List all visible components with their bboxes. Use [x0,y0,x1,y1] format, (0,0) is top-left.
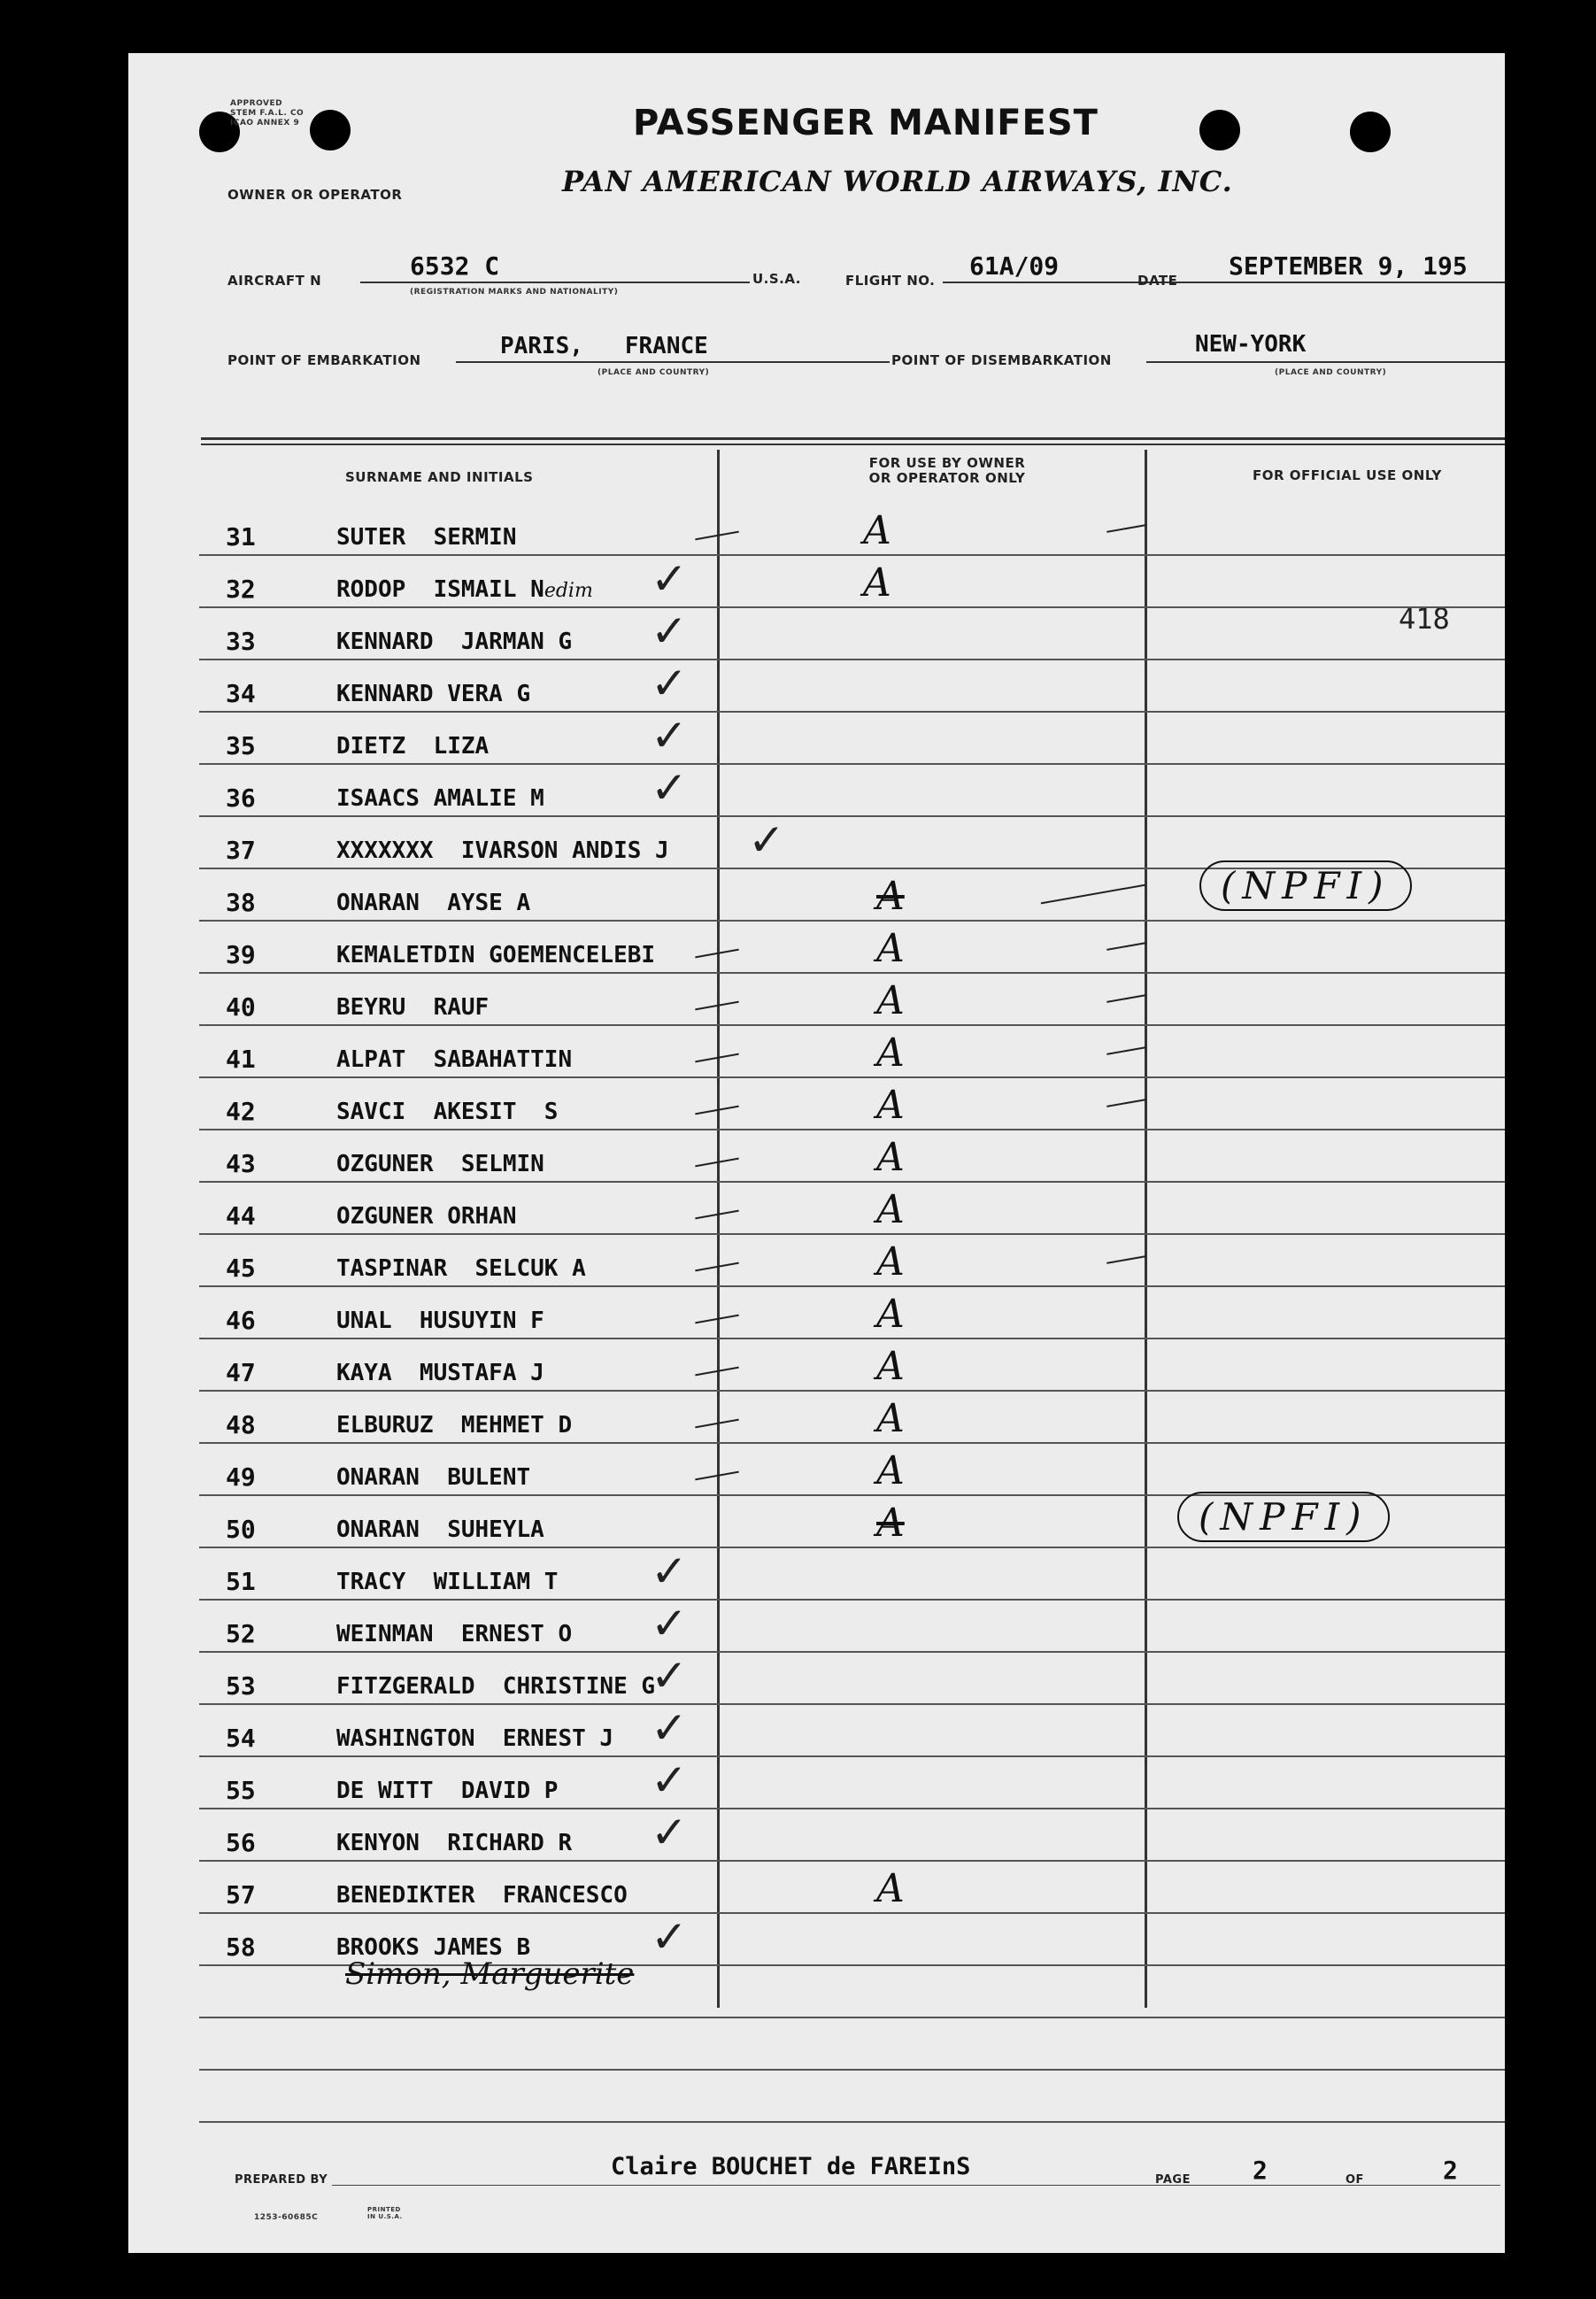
check-mark-icon: ✓ [651,1755,688,1806]
passenger-name: KAYA MUSTAFA J [336,1360,544,1386]
stamp-line-2: STEM F.A.L. CO [230,109,305,118]
passenger-name: BENEDIKTER FRANCESCO [336,1882,628,1909]
struck-signature: Simon, Marguerite [345,1956,635,1992]
approval-stamp [230,99,304,128]
row-rule [199,1233,1505,1235]
passenger-name: XXXXXXX IVARSON ANDIS J [336,837,669,864]
row-number: 53 [226,1671,256,1701]
page-total: 2 [1443,2156,1458,2185]
row-number: 49 [226,1462,256,1492]
passenger-name: BEYRU RAUF [336,994,490,1021]
prepared-label: PREPARED BY [235,2173,328,2187]
check-mark-icon: ✓ [651,1598,688,1649]
page-number: 2 [1253,2156,1268,2185]
row-rule [199,711,1505,713]
tick-dash [1106,1099,1146,1107]
punch-hole-mid [310,110,351,150]
passenger-name: KENNARD JARMAN G [336,629,573,655]
row-rule [199,1599,1505,1601]
row-rule [199,1285,1505,1287]
passenger-name: ONARAN AYSE A [336,890,531,916]
npfi-annotation-row-50: (NPFI) [1177,1492,1390,1542]
tick-dash [1106,942,1146,951]
disembark-value: NEW-YORK [1195,331,1307,358]
manifest-sheet [128,53,1505,2253]
col-owner-use-2: OR OPERATOR ONLY [868,470,1026,486]
row-rule [199,659,1505,660]
embark-value: PARIS, FRANCE [500,333,708,359]
date-underline [1182,282,1505,283]
col-official: FOR OFFICIAL USE ONLY [1253,467,1442,483]
passenger-name: OZGUNER ORHAN [336,1203,517,1230]
passenger-name: KENYON RICHARD R [336,1830,573,1856]
handwritten-a-mark: A [876,926,905,971]
date-value: SEPTEMBER 9, 195 [1229,251,1468,281]
prepared-by: Claire BOUCHET de FAREInS [611,2153,971,2180]
passenger-name: KENNARD VERA G [336,681,531,707]
row-rule [199,1755,1505,1757]
row-rule [199,1181,1505,1183]
flight-value: 61A/09 [969,251,1060,281]
row-number: 40 [226,992,256,1022]
row-rule [199,1338,1505,1339]
flight-label: FLIGHT NO. [845,273,936,289]
disembark-label: POINT OF DISEMBARKATION [891,352,1112,368]
col-owner-use [837,456,1058,486]
embark-label: POINT OF EMBARKATION [227,352,421,368]
handwritten-a-mark: A [876,978,905,1023]
column-divider-2 [1145,450,1147,2008]
passenger-name: WEINMAN ERNEST O [336,1621,573,1647]
row-rule [199,1912,1505,1914]
col-surname: SURNAME AND INITIALS [345,469,534,485]
page-title: PASSENGER MANIFEST [633,103,1099,143]
row-number: 44 [226,1201,256,1231]
punch-hole-right-2 [1350,112,1391,152]
row-rule [199,920,1505,922]
aircraft-underline [360,282,750,283]
check-mark-icon: ✓ [651,1650,688,1701]
tick-dash [1106,994,1146,1003]
stamp-line-1: APPROVED [230,99,283,108]
passenger-name: ONARAN BULENT [336,1464,531,1491]
npfi-annotation-row-38: (NPFI) [1199,860,1412,911]
passenger-name: DE WITT DAVID P [336,1778,559,1804]
handwritten-a-mark: A [876,1292,905,1337]
row-number: 32 [226,575,256,604]
row-rule [199,972,1505,974]
check-mark-icon: ✓ [651,1546,688,1597]
row-number: 47 [226,1358,256,1387]
aircraft-value: 6532 C [410,251,500,281]
passenger-name: BROOKS JAMES B [336,1934,531,1961]
check-mark-icon: ✓ [651,553,688,605]
row-rule [199,2069,1505,2071]
disembark-sub: (PLACE AND COUNTRY) [1275,368,1387,377]
handwritten-a-mark: A [876,1396,905,1441]
stamp-line-3: ICAO ANNEX 9 [230,119,300,127]
row-rule [199,1860,1505,1862]
passenger-name: TRACY WILLIAM T [336,1569,559,1595]
handwritten-a-mark: A [876,1344,905,1389]
table-top-rule-2 [201,444,1505,445]
row-rule [199,1442,1505,1444]
printed-mark: PRINTED IN U.S.A. [367,2206,403,2220]
handwritten-a-mark: A [876,1083,905,1128]
row-number: 52 [226,1619,256,1648]
form-code: 1253-60685C [254,2213,319,2222]
passenger-name: SUTER SERMIN [336,524,517,551]
row-number: 51 [226,1567,256,1596]
passenger-name: ONARAN SUHEYLA [336,1516,544,1543]
check-mark-icon: ✓ [651,1911,688,1963]
row-rule [199,1076,1505,1078]
row-rule [199,1651,1505,1653]
row-number: 54 [226,1724,256,1753]
row-rule [199,2121,1505,2123]
row-number: 45 [226,1254,256,1283]
tick-dash [1041,884,1146,905]
check-mark-icon: ✓ [651,762,688,814]
handwritten-a-mark: A [863,508,891,553]
handwritten-a-mark: A [876,1187,905,1232]
disembark-underline [1146,361,1505,363]
row-number: 48 [226,1410,256,1439]
passenger-name: OZGUNER SELMIN [336,1151,544,1177]
owner-label: OWNER OR OPERATOR [227,187,403,203]
col-owner-use-1: FOR USE BY OWNER [868,455,1026,471]
row-number: 35 [226,731,256,760]
check-mark-icon: ✓ [651,658,688,709]
row-rule [199,1024,1505,1026]
row-number: 31 [226,522,256,552]
page-label: PAGE [1155,2173,1191,2187]
row-number: 46 [226,1306,256,1335]
row-number: 41 [226,1045,256,1074]
handwritten-a-mark: A [863,560,891,606]
row-rule [199,1808,1505,1809]
handwritten-a-mark: A [876,1135,905,1180]
passenger-name: ALPAT SABAHATTIN [336,1046,573,1073]
row-rule [199,1390,1505,1392]
handwritten-a-mark: A [876,1448,905,1493]
tick-dash [1106,524,1146,533]
aircraft-label: AIRCRAFT N [227,273,322,289]
row-number: 33 [226,627,256,656]
row-rule [199,1703,1505,1705]
usa-label: U.S.A. [752,271,801,287]
handwritten-name-addition: edim [544,580,593,602]
table-top-rule [201,437,1505,440]
punch-hole-right-1 [1199,110,1240,150]
tick-dash [1106,1255,1146,1264]
row-number: 42 [226,1097,256,1126]
row-number: 55 [226,1776,256,1805]
handwritten-a-mark: A [876,874,905,919]
tick-dash [1106,1046,1146,1055]
passenger-name: DIETZ LIZA [336,733,490,760]
row-number: 39 [226,940,256,969]
date-label: DATE [1137,273,1178,289]
row-number: 43 [226,1149,256,1178]
handwritten-a-mark: A [876,1866,905,1911]
check-mark-icon: ✓ [651,710,688,761]
airline-name: PAN AMERICAN WORLD AIRWAYS, INC. [562,165,1233,198]
embark-underline [456,361,890,363]
row-number: 38 [226,888,256,917]
row-rule [199,606,1505,608]
passenger-name: FITZGERALD CHRISTINE G [336,1673,656,1700]
row-rule [199,1547,1505,1548]
prepared-underline [332,2185,1500,2186]
row-rule [199,554,1505,556]
row-rule [199,763,1505,765]
row-number: 58 [226,1933,256,1962]
row-rule [199,2017,1505,2018]
row-number: 36 [226,783,256,813]
official-note: 418 [1399,602,1450,636]
row-number: 57 [226,1880,256,1909]
row-number: 50 [226,1515,256,1544]
check-mark-icon: ✓ [651,1702,688,1754]
passenger-name: KEMALETDIN GOEMENCELEBI [336,942,656,968]
check-mark-icon: ✓ [748,814,785,866]
column-divider-1 [717,450,720,2008]
check-mark-icon: ✓ [651,606,688,657]
embark-sub: (PLACE AND COUNTRY) [598,368,710,377]
passenger-name: SAVCI AKESIT S [336,1099,559,1125]
check-mark-icon: ✓ [651,1807,688,1858]
passenger-name: ISAACS AMALIE M [336,785,544,812]
passenger-name: ELBURUZ MEHMET D [336,1412,573,1439]
row-number: 34 [226,679,256,708]
row-rule [199,1129,1505,1130]
row-rule [199,815,1505,817]
handwritten-a-mark: A [876,1239,905,1285]
row-number: 37 [226,836,256,865]
passenger-name: WASHINGTON ERNEST J [336,1725,614,1752]
row-number: 56 [226,1828,256,1857]
passenger-name: UNAL HUSUYIN F [336,1308,544,1334]
handwritten-a-mark: A [876,1030,905,1076]
of-label: OF [1345,2173,1364,2187]
passenger-name: TASPINAR SELCUK A [336,1255,586,1282]
handwritten-a-mark: A [876,1501,905,1546]
passenger-name: RODOP ISMAIL Nedim [336,576,593,603]
aircraft-sub: (REGISTRATION MARKS AND NATIONALITY) [410,288,619,297]
